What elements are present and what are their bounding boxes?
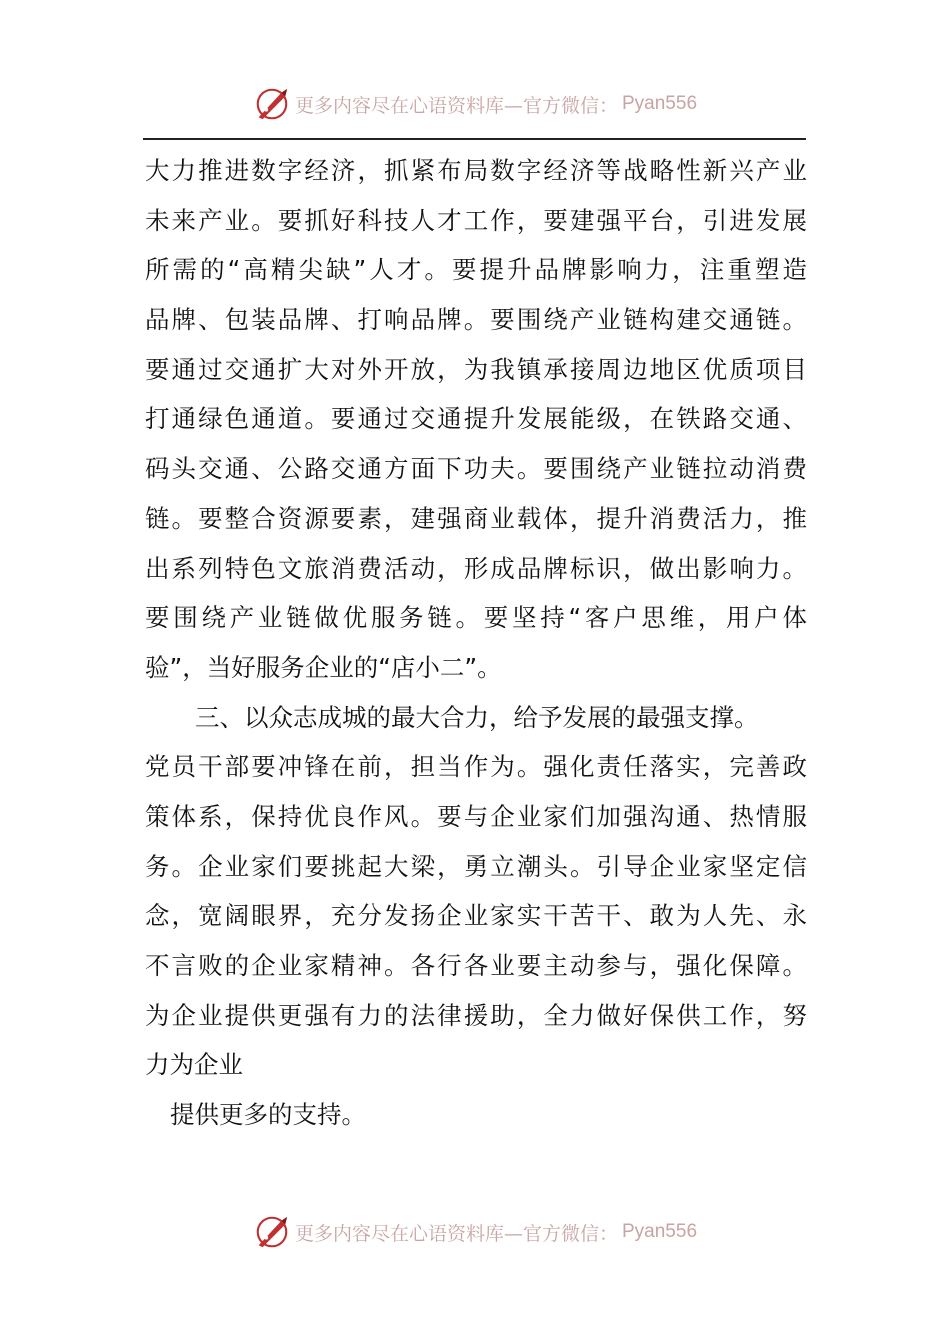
footer-banner [0, 1210, 950, 1254]
banner-text: 更多内容尽在心语资料库—官方微信： [294, 1222, 618, 1245]
banner-wechat-id: Pyan556 [622, 1221, 698, 1242]
body-line: 所需的“高精尖缺”人才。要提升品牌影响力，注重塑造 [145, 255, 807, 285]
body-line: 力为企业 [145, 1050, 243, 1080]
document-body [145, 146, 807, 1140]
banner-text: 更多内容尽在心语资料库—官方微信： [294, 94, 618, 117]
body-line: 出系列特色文旅消费活动，形成品牌标识，做出影响力。 [145, 553, 807, 583]
body-line: 大力推进数字经济，抓紧布局数字经济等战略性新兴产业 [145, 156, 807, 185]
body-line: 验”，当好服务企业的“店小二”。 [145, 652, 502, 682]
body-line: 党员干部要冲锋在前，担当作为。强化责任落实，完善政 [145, 752, 807, 782]
body-line: 品牌、包装品牌、打响品牌。要围绕产业链构建交通链。 [145, 305, 807, 335]
body-line: 要围绕产业链做优服务链。要坚持“客户思维，用户体 [145, 603, 807, 633]
body-line: 未来产业。要抓好科技人才工作，要建强平台，引进发展 [145, 205, 807, 235]
body-line: 为企业提供更强有力的法律援助，全力做好保供工作，努 [145, 1000, 807, 1030]
pen-logo-icon [253, 1213, 291, 1251]
body-line: 提供更多的支持。 [170, 1100, 366, 1130]
body-line: 策体系，保持优良作风。要与企业家们加强沟通、热情服 [145, 801, 807, 831]
header-banner [0, 82, 950, 126]
header-divider [143, 138, 806, 140]
body-line: 务。企业家们要挑起大梁，勇立潮头。引导企业家坚定信 [145, 851, 807, 881]
body-line: 打通绿色通道。要通过交通提升发展能级，在铁路交通、 [145, 404, 807, 434]
body-line: 链。要整合资源要素，建强商业载体，提升消费活力，推 [145, 503, 807, 533]
body-line: 念，宽阔眼界，充分发扬企业家实干苦干、敢为人先、永 [145, 901, 807, 931]
pen-logo-icon [253, 85, 291, 123]
banner-wechat-id: Pyan556 [622, 93, 698, 114]
body-line: 不言败的企业家精神。各行各业要主动参与，强化保障。 [145, 951, 807, 980]
body-line: 要通过交通扩大对外开放，为我镇承接周边地区优质项目 [145, 354, 807, 384]
section-heading-line: 三、以众志成城的最大合力，给予发展的最强支撑。 [195, 702, 759, 732]
body-line: 码头交通、公路交通方面下功夫。要围绕产业链拉动消费 [145, 454, 807, 484]
